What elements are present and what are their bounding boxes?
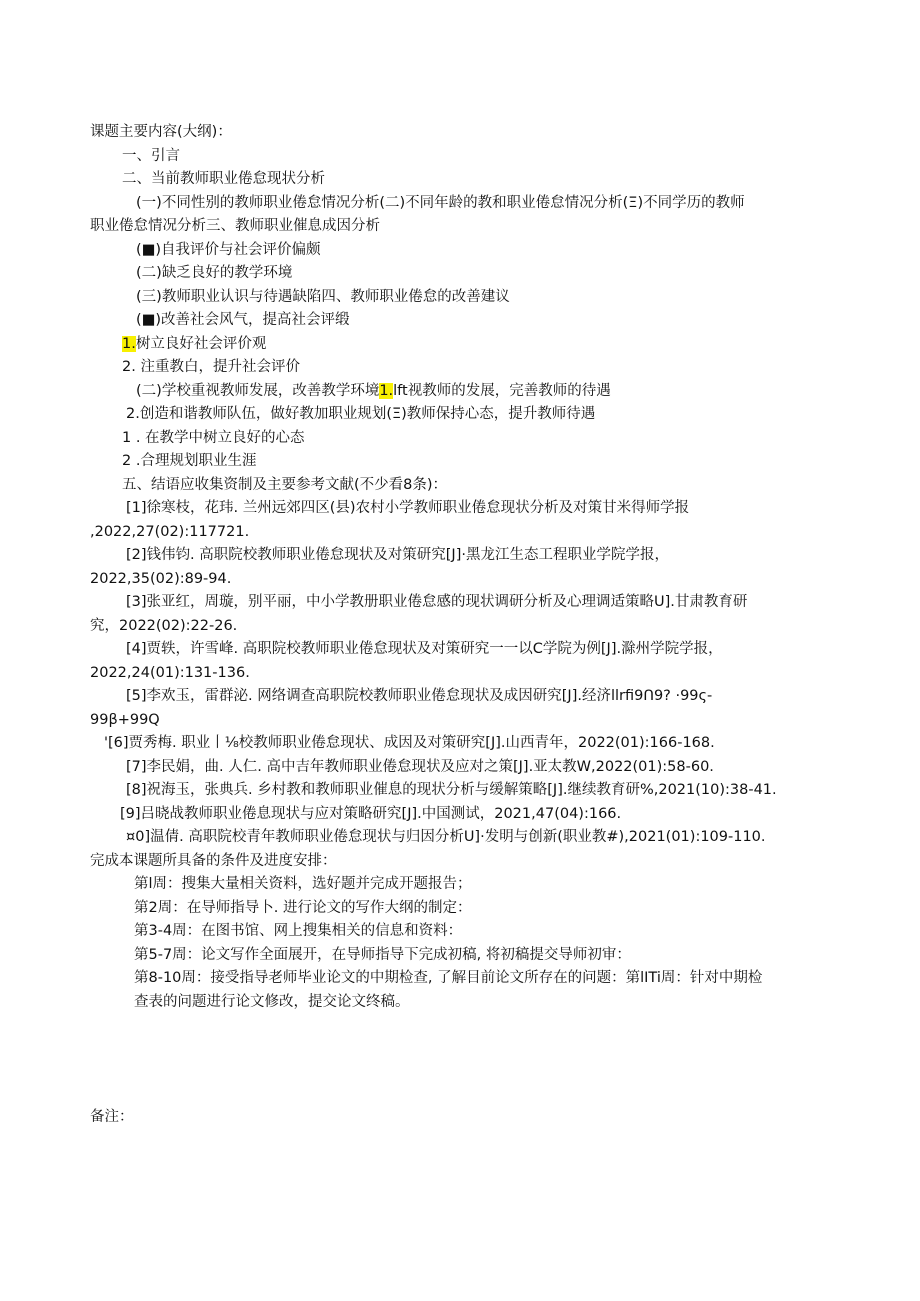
reference-item: [5]李欢玉，雷群泌. 网络调查高职院校教师职业倦怠现状及成因研究[J].经济llrfi9Ո9? ·99ς- <box>126 688 713 704</box>
reference-item-continued: 究，2022(02):22-26. <box>90 617 238 634</box>
schedule-item: 第8-10周：接受指导老师毕业论文的中期检查, 了解目前论文所存在的问题：第lITi周：针对中期检 <box>134 970 763 986</box>
schedule-heading: 完成本课题所具备的条件及进度安排： <box>90 852 337 869</box>
schedule-item: 第2周：在导师指导卜. 进行论文的写作大纲的制定： <box>134 899 472 916</box>
schedule-item: 第3-4周：在图书馆、网上搜集相关的信息和资料： <box>134 923 463 939</box>
outline-item-text: (二)学校重视教师发展，改善教学环境 <box>136 382 380 399</box>
reference-item: [8]祝海玉，张典兵. 乡村教和教师职业催息的现状分析与缓解策略[J].继续教育研%,2021(10):38-41. <box>126 782 777 798</box>
schedule-item-continued: 查表的问题进行论文修改，提交论文终稿。 <box>134 993 410 1010</box>
outline-item-line: (一)不同性别的教师职业倦怠情况分析(二)不同年龄的教和职业倦怠情况分析(Ξ)不同学历的教师 <box>136 194 745 211</box>
reference-item: [1]徐寒枝，花玮. 兰州远郊四区(县)农村小学教师职业倦怠现状分析及对策甘米得师学报 <box>126 500 690 516</box>
reference-item: [2]钱伟钧. 高职院校教师职业倦怠现状及对策研究[J]·黑龙江生态工程职业学院学报， <box>126 547 669 563</box>
outline-item: (■)自我评价与社会评价偏颇 <box>136 241 321 258</box>
outline-section-5: 五、结语应收集资制及主要参考文献(不少看8条)： <box>122 476 448 493</box>
outline-subitem <box>90 333 850 357</box>
outline-subitem: 2. 注重教白，提升社会评价 <box>122 359 300 375</box>
reference-item-continued: ,2022,27(02):117721. <box>90 523 250 540</box>
outline-subitem: 1 . 在教学中树立良好的心态 <box>122 429 305 446</box>
schedule-list <box>90 873 850 1014</box>
reference-item-continued: 99β+99Q <box>90 711 160 728</box>
outline-item: (二)缺乏良好的教学环境 <box>136 265 293 281</box>
outline-section-2: 二、当前教师职业倦怠现状分析 <box>122 171 325 187</box>
outline-subitem-text: 树立良好社会评价观 <box>135 335 267 352</box>
reference-item: [4]贾轶，许雪峰. 高职院校教师职业倦怠现状及对策研究一一以C学院为例[J].滁州学院学报， <box>126 641 723 657</box>
schedule-item: 第l周：搜集大量相关资料，选好题并完成开题报告； <box>134 876 472 892</box>
reference-item: ¤0]温倩. 高职院校青年教师职业倦怠现状与归因分析U]·发明与创新(职业教#),2021(01):109-110. <box>126 829 766 845</box>
reference-item: [7]李民娟，曲. 人仁. 高中吉年教师职业倦怠现状及应对之策[J].亚太教W,2022(01):58-60. <box>126 758 714 775</box>
outline-item-line-continued: 职业倦怠情况分析三、教师职业催息成因分析 <box>90 218 380 234</box>
reference-list <box>90 497 850 850</box>
outline-item: (■)改善社会风气，提高社会评缎 <box>136 312 350 328</box>
reference-item: [3]张亚红，周璇，别平丽，中小学教册职业倦怠感的现状调研分析及心理调适策略U].甘肃教育研 <box>126 594 748 610</box>
outline-item <box>90 380 850 404</box>
outline-subitem: 2.创造和谐教师队伍，做好教加职业规划(Ξ)教师保持心态，提升教师待遇 <box>126 406 596 422</box>
schedule-item: 第5-7周：论文写作全面展开，在导师指导下完成初稿, 将初稿提交导师初审： <box>134 946 631 963</box>
note-label: 备注： <box>90 1109 134 1125</box>
highlight-mark: 1. <box>379 382 394 399</box>
reference-item-continued: 2022,35(02):89-94. <box>90 570 232 587</box>
outline-subitem: 2 .合理规划职业生涯 <box>122 453 257 469</box>
proposal-body <box>90 121 850 1014</box>
reference-item: [9]吕晓战教师职业倦息现状与应对策略研究[J].中国测试，2021,47(04):166. <box>120 805 622 822</box>
highlight-mark: 1. <box>122 335 136 352</box>
reference-item-continued: 2022,24(01):131-136. <box>90 664 250 681</box>
outline-item: (三)教师职业认识与待遇缺陷四、教师职业倦怠的改善建议 <box>136 288 510 305</box>
reference-item: '[6]贾秀梅. 职业丨⅛校教师职业倦怠现状、成因及对策研究[J].山西青年，2022(01):166-168. <box>104 735 715 751</box>
outline-heading: 课题主要内容(大纲)： <box>90 124 232 140</box>
outline-section-1: 一、引言 <box>122 147 180 164</box>
outline-item-text: lft视教师的发展，完善教师的待遇 <box>393 382 611 399</box>
